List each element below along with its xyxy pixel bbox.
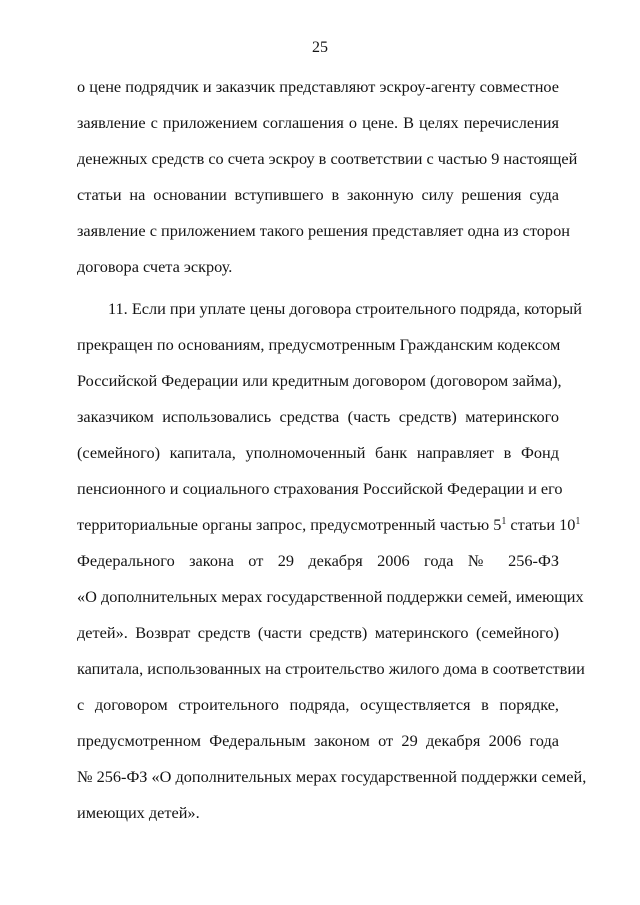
text-line: имеющих детей».	[77, 803, 200, 822]
paragraph	[77, 299, 587, 839]
text-line: 11. Если при уплате цены договора строительного подряда, который	[108, 299, 582, 318]
paragraph	[77, 77, 578, 293]
text-line: прекращен по основаниям, предусмотренным Гражданским кодексом	[77, 335, 561, 354]
text-line: заказчиком использовались средства (часть средств) материнского	[77, 407, 559, 426]
text-line: статьи на основании вступившего в законную силу решения суда	[77, 185, 559, 204]
text-line: № 256-ФЗ «О дополнительных мерах государственной поддержки семей,	[77, 767, 587, 786]
superscript: 1	[501, 516, 507, 527]
text-line: детей». Возврат средств (части средств) материнского (семейного)	[77, 623, 559, 642]
page-number: 25	[312, 39, 328, 56]
text-line: капитала, использованных на строительство жилого дома в соответствии	[77, 659, 585, 678]
text-line: Российской Федерации или кредитным договором (договором займа),	[77, 371, 562, 390]
text-line: пенсионного и социального страхования Российской Федерации и его	[77, 479, 563, 498]
text-line: договора счета эскроу.	[77, 257, 233, 276]
text-line: о цене подрядчик и заказчик представляют эскроу-агенту совместное	[77, 77, 559, 96]
text-line: с договором строительного подряда, осуществляется в порядке,	[77, 695, 559, 714]
text-line: предусмотренном Федеральным законом от 29 декабря 2006 года	[77, 731, 559, 750]
text-line: заявление с приложением такого решения представляет одна из сторон	[77, 221, 570, 240]
text-line: Федерального закона от 29 декабря 2006 года № 256-ФЗ	[77, 551, 559, 570]
document-body	[77, 77, 587, 839]
text-segment: территориальные органы запрос, предусмотренный частью 5	[77, 515, 502, 534]
superscript: 1	[575, 516, 581, 527]
text-line	[77, 515, 581, 551]
text-line: денежных средств со счета эскроу в соответствии с частью 9 настоящей	[77, 149, 578, 168]
text-segment: статьи 10	[506, 515, 576, 534]
text-line: (семейного) капитала, уполномоченный банк направляет в Фонд	[77, 443, 559, 462]
text-line: «О дополнительных мерах государственной поддержки семей, имеющих	[77, 587, 584, 606]
text-line: заявление с приложением соглашения о цене. В целях перечисления	[77, 113, 559, 132]
